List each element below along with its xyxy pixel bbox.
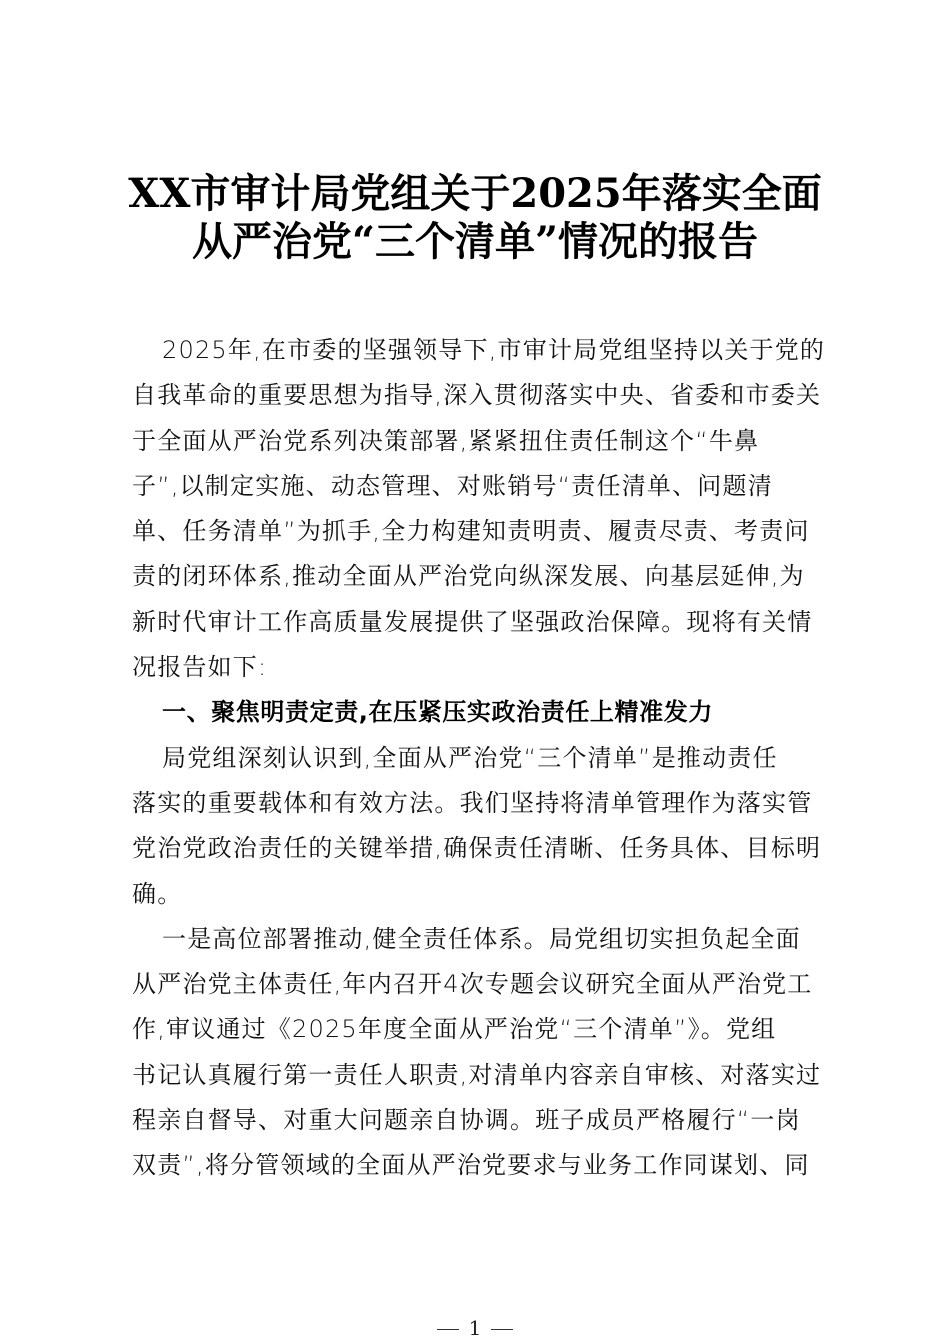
footer-dash-left (437, 1329, 459, 1330)
document-title-line-1: XX市审计局党组关于2025年落实全面 (128, 170, 822, 217)
page-number: 1 (468, 1316, 482, 1340)
body-line: 确。 (132, 879, 183, 908)
body-line: 程亲自督导、对重大问题亲自协调。班子成员严格履行“一岗 (132, 1106, 801, 1135)
body-line: 书记认真履行第一责任人职责,对清单内容亲自审核、对落实过 (132, 1060, 822, 1089)
footer-dash-right (491, 1329, 513, 1330)
body-line: 单、任务清单”为抓手,全力构建知责明责、履责尽责、考责问 (132, 517, 810, 546)
body-line: 落实的重要载体和有效方法。我们坚持将清单管理作为落实管 (132, 788, 813, 817)
body-line: 双责”,将分管领域的全面从严治党要求与业务工作同谋划、同 (132, 1151, 810, 1180)
section-heading: 一、聚焦明责定责,在压紧压实政治责任上精准发力 (162, 698, 713, 727)
page-footer (0, 1316, 950, 1340)
body-line: 责的闭环体系,推动全面从严治党向纵深发展、向基层延伸,为 (132, 562, 805, 591)
body-line: 况报告如下: (132, 653, 268, 682)
body-line: 一是高位部署推动,健全责任体系。局党组切实担负起全面 (162, 924, 801, 953)
document-title-line-2: 从严治党“三个清单”情况的报告 (191, 218, 758, 265)
body-line: 党治党政治责任的关键举措,确保责任清晰、任务具体、目标明 (132, 834, 822, 863)
body-line: 于全面从严治党系列决策部署,紧紧扭住责任制这个“牛鼻 (132, 426, 760, 455)
body-line: 作,审议通过《2025年度全面从严治党“三个清单”》。党组 (132, 1015, 777, 1044)
document-body (132, 328, 832, 1189)
body-line: 自我革命的重要思想为指导,深入贯彻落实中央、省委和市委关 (132, 381, 822, 410)
body-line: 子”,以制定实施、动态管理、对账销号“责任清单、问题清 (132, 471, 773, 500)
body-line: 2025年,在市委的坚强领导下,市审计局党组坚持以关于党的 (162, 336, 826, 364)
body-line: 新时代审计工作高质量发展提供了坚强政治保障。现将有关情 (132, 607, 813, 636)
body-line: 从严治党主体责任,年内召开4次专题会议研究全面从严治党工 (132, 970, 813, 999)
body-line: 局党组深刻认识到,全面从严治党“三个清单”是推动责任 (162, 743, 778, 772)
